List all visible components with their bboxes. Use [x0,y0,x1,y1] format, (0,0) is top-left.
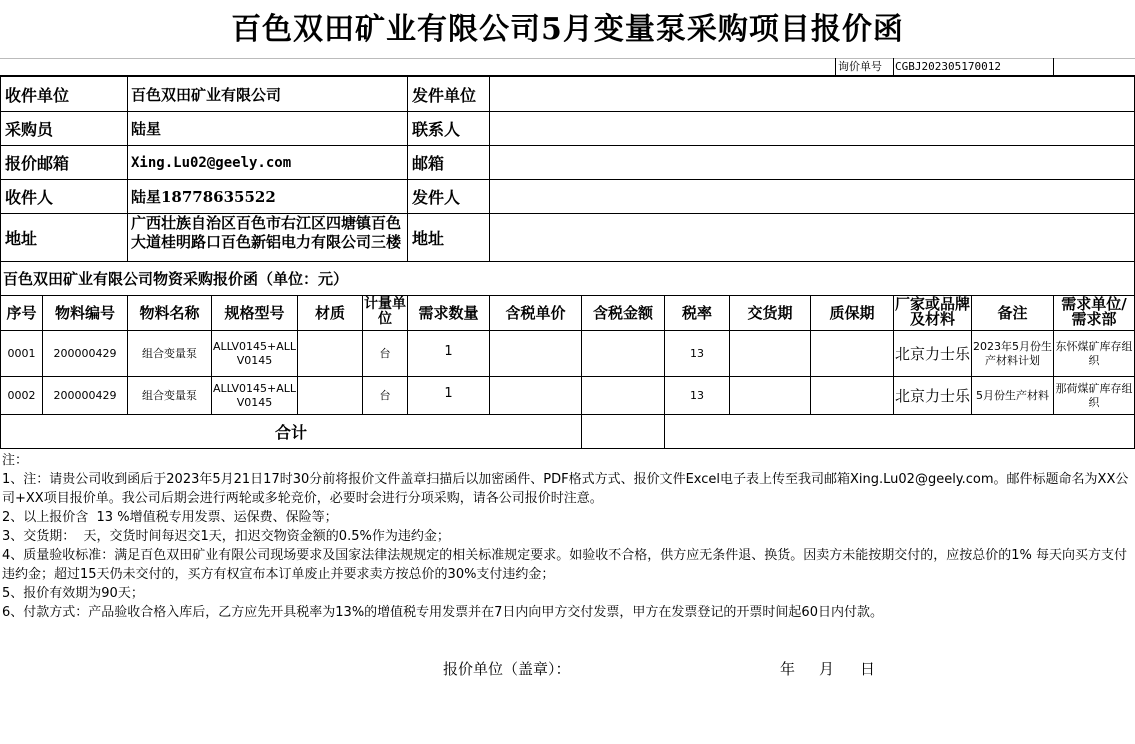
col-header-tax: 税率 [681,304,712,322]
total-amount[interactable] [582,415,664,448]
col-header-warranty: 质保期 [829,304,875,322]
row2-material [298,377,362,414]
row2-spec: ALLV0145+ALLV0145 [212,381,297,409]
row1-dept: 东怀煤矿库存组织 [1055,339,1133,367]
row2-no: 0002 [7,388,36,402]
row1-price[interactable] [490,331,581,376]
row1-material [298,331,362,376]
address-value: 广西壮族自治区百色市右江区四塘镇百色大道桂明路口百色新铝电力有限公司三楼 [131,214,402,251]
row2-delivery[interactable] [730,377,810,414]
buyer-label: 采购员 [5,120,54,139]
row2-brand: 北京力士乐 [894,386,970,405]
row1-code: 200000429 [53,346,117,360]
row2-warranty[interactable] [811,377,893,414]
note-item-5: 5、报价有效期为90天； [2,586,144,601]
row2-code: 200000429 [53,388,117,402]
row1-unit: 台 [379,346,391,360]
row2-remark: 5月份生产材料 [976,388,1049,402]
email-value [490,146,1134,179]
col-header-dept: 需求单位/需求部 [1061,296,1127,328]
sender-label: 发件人 [412,188,461,207]
send-unit-value [490,77,1134,111]
contact-label: 联系人 [412,120,461,139]
col-header-no: 序号 [6,304,37,322]
notes-block [2,451,1133,622]
sign-month: 月 [819,660,835,678]
col-header-price: 含税单价 [505,304,566,322]
row1-remark: 2023年5月份生产材料计划 [973,339,1052,367]
col-header-brand: 厂家或品牌及材料 [894,296,970,328]
row2-unit: 台 [379,388,391,402]
col-header-delivery: 交货期 [747,304,793,322]
total-label: 合计 [274,423,307,442]
row1-no: 0001 [7,346,36,360]
row2-amount[interactable] [582,377,664,414]
col-header-qty: 需求数量 [418,304,479,322]
receiver-value: 陆星18778635522 [131,188,276,206]
row2-tax: 13 [690,388,704,402]
inquiry-number-label: 询价单号 [838,60,882,73]
row1-amount[interactable] [582,331,664,376]
recv-unit-value: 百色双田矿业有限公司 [131,85,282,104]
inquiry-number-value: CGBJ202305170012 [895,60,1001,73]
col-header-remark: 备注 [997,304,1028,322]
sign-day: 日 [860,660,876,678]
row1-delivery[interactable] [730,331,810,376]
note-item-4: 4、质量验收标准：满足百色双田矿业有限公司现场要求及国家法律法规规定的相关标准规定要求。如验收不合格，供方应无条件退、换货。因卖方未能按期交付的，应按总价的1% 每天向买方支付违约金；超过15天仍未交付的，买方有权宣布本订单废止并要求卖方按总价的30%支付违约金； [2,548,1128,582]
note-item-3: 3、交货期： 天，交货时间每迟交1天，扣迟交物资金额的0.5%作为违约金； [2,529,450,544]
recv-unit-label: 收件单位 [5,85,70,105]
page-title: 百色双田矿业有限公司5月变量泵采购项目报价函 [231,12,904,47]
col-header-amount: 含税金额 [592,304,653,322]
row2-qty: 1 [444,386,453,401]
receiver-label: 收件人 [5,188,54,207]
contact-value [490,112,1134,145]
send-unit-label: 发件单位 [412,85,477,105]
quote-email-label: 报价邮箱 [5,154,70,173]
note-item-2: 2、以上报价含 13 %增值税专用发票、运保费、保险等； [2,510,338,525]
address2-value [490,214,1134,261]
sign-year: 年 [780,660,796,678]
col-header-code: 物料编号 [54,304,115,322]
col-header-name: 物料名称 [139,304,200,322]
quote-email-value: Xing.Lu02@geely.com [131,154,292,171]
row1-warranty[interactable] [811,331,893,376]
row2-dept: 那荷煤矿库存组织 [1055,381,1133,409]
note-item-1: 1、注：请贵公司收到函后于2023年5月21日17时30分前将报价文件盖章扫描后以加密函件、PDF格式方式、报价文件Excel电子表上传至我司邮箱Xing.Lu02@geely.com。邮件标题命名为XX公司+XX项目报价单。我公司后期会进行两轮或多轮竞价，必要时会进行分项采购，请各公司报价时注意。 [2,472,1129,506]
col-header-material: 材质 [314,304,345,322]
row1-tax: 13 [690,346,704,360]
address-label: 地址 [5,229,38,248]
row1-spec: ALLV0145+ALLV0145 [212,339,297,367]
sign-label: 报价单位（盖章）： [443,660,571,678]
email-label: 邮箱 [412,154,445,173]
row1-qty: 1 [444,344,453,359]
section-title: 百色双田矿业有限公司物资采购报价函（单位：元） [3,270,349,288]
buyer-value: 陆星 [131,120,162,138]
col-header-unit: 计量单位 [364,296,406,327]
row2-name: 组合变量泵 [142,388,197,402]
row1-name: 组合变量泵 [142,346,197,360]
sender-value [490,180,1134,213]
note-item-6: 6、付款方式：产品验收合格入库后，乙方应先开具税率为13%的增值税专用发票并在7日内向甲方交付发票，甲方在发票登记的开票时间起60日内付款。 [2,605,883,620]
row1-brand: 北京力士乐 [894,344,970,363]
address2-label: 地址 [412,229,445,248]
row2-price[interactable] [490,377,581,414]
notes-heading: 注： [2,453,29,468]
col-header-spec: 规格型号 [224,304,285,322]
